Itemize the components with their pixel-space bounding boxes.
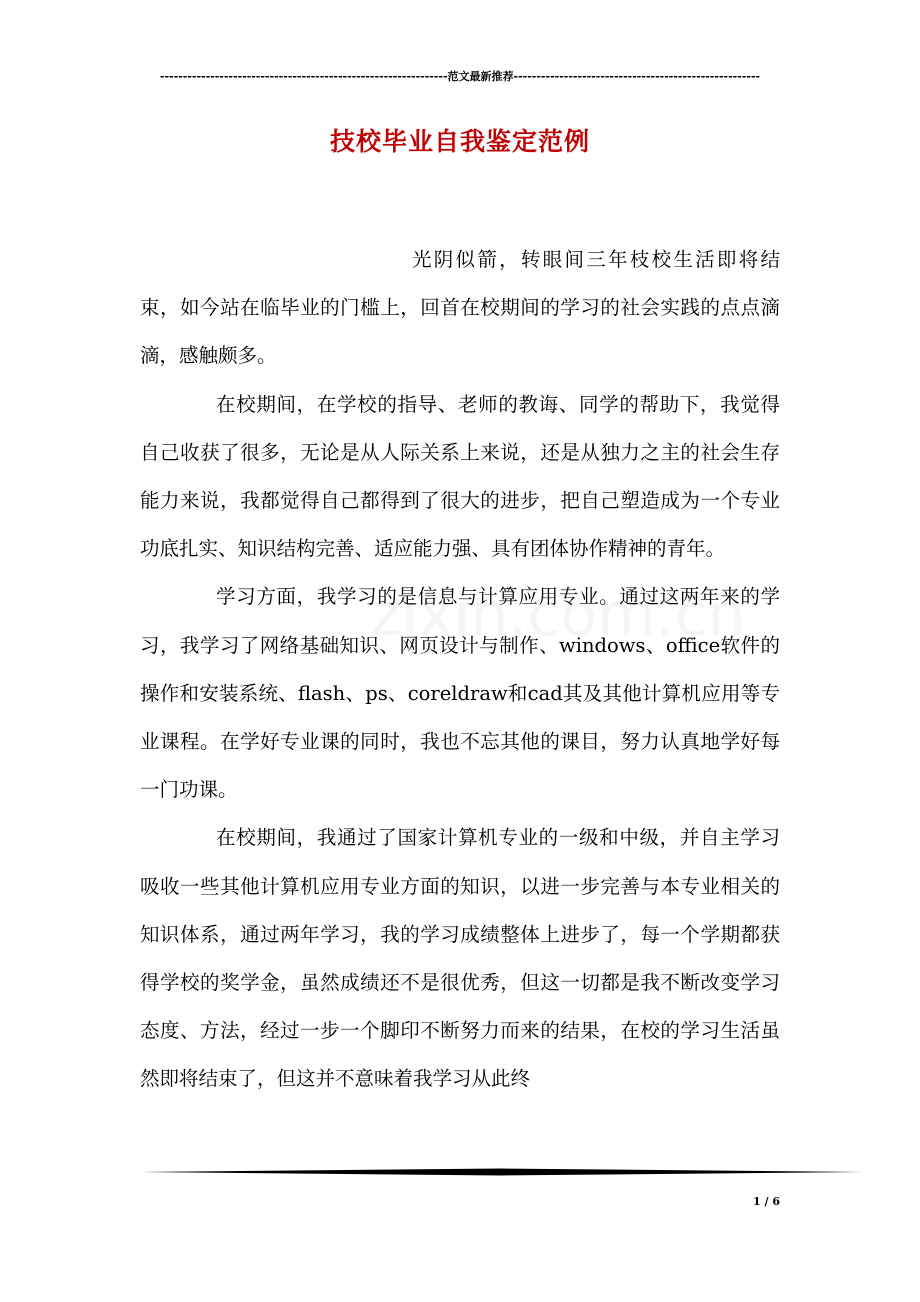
footer-rule [140, 1168, 863, 1176]
document-title: 技校毕业自我鉴定范例 [329, 127, 590, 156]
paragraph: 光阴似箭，转眼间三年枝校生活即将结束，如今站在临毕业的门槛上，回首在校期间的学习的社会实践的点点滴滴，感触颇多。 [140, 248, 780, 368]
paragraph: 在校期间，我通过了国家计算机专业的一级和中级，并自主学习吸收一些其他计算机应用专业方面的知识，以进一步完善与本专业相关的知识体系，通过两年学习，我的学习成绩整体上进步了，每一个学期都获得学校的奖学金，虽然成绩还不是很优秀，但这一切都是我不断改变学习态度、方法，经过一步一个脚印不断努力而来的结果，在校的学习生活虽然即将结束了，但这并不意味着我学习从此终 [140, 826, 780, 1091]
header-banner: ---------------------------------------------------------------范文最新推荐------------------------------------------------------ [159, 70, 761, 83]
paragraph: 在校期间，在学校的指导、老师的教诲、同学的帮助下，我觉得自己收获了很多，无论是从人际关系上来说，还是从独力之主的社会生存能力来说，我都觉得自己都得到了很大的进步，把自己塑造成为一个专业功底扎实、知识结构完善、适应能力强、具有团体协作精神的青年。 [140, 392, 780, 561]
paragraph: 学习方面，我学习的是信息与计算应用专业。通过这两年来的学习，我学习了网络基础知识、网页设计与制作、windows、office软件的操作和安装系统、flash、ps、coreldraw和cad其及其他计算机应用等专业课程。在学好专业课的同时，我也不忘其他的课目，努力认真地学好每一门功课。 [140, 585, 780, 802]
page-number: 1 / 6 [753, 1195, 780, 1208]
document-body [140, 236, 780, 1104]
